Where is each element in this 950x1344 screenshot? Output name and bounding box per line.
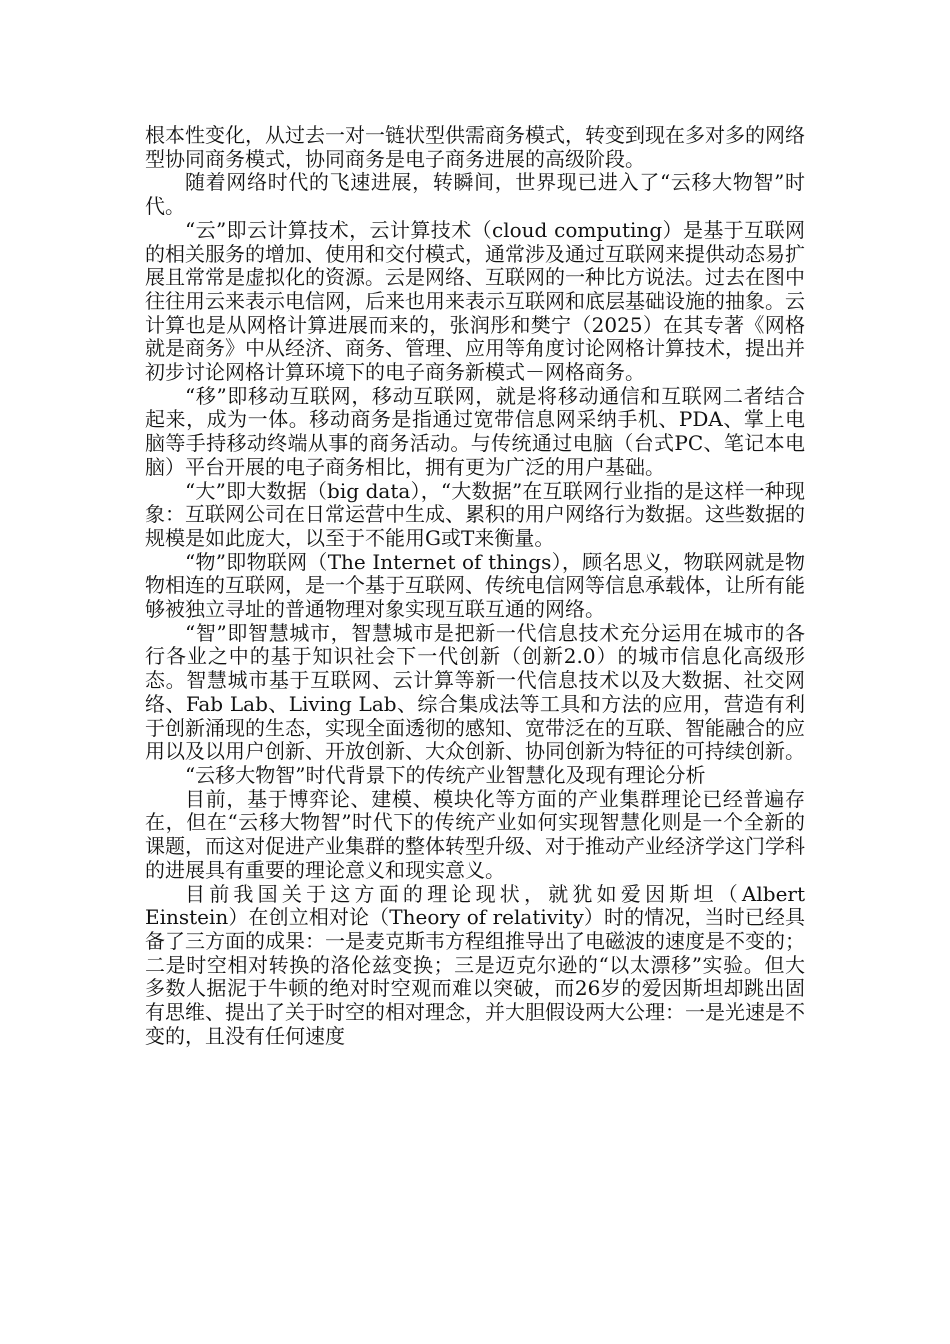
paragraph-big-data: “大”即大数据（big data），“大数据”在互联网行业指的是这样一种现象：互联网公司在日常运营中生成、累积的用户网络行为数据。这些数据的规模是如此庞大，以至于不能用G或T来衡量。 <box>145 478 805 550</box>
paragraph-smart-city: “智”即智慧城市，智慧城市是把新一代信息技术充分运用在城市的各行各业之中的基于知识社会下一代创新（创新2.0）的城市信息化高级形态。智慧城市基于互联网、云计算等新一代信息技术以及大数据、社交网络、Fab Lab、Living Lab、综合集成法等工具和方法的应用，营造有利于创新涌现的生态，实现全面透彻的感知、宽带泛在的互联、智能融合的应用以及以用户创新、开放创新、大众创新、协同创新为特征的可持续创新。 <box>145 620 805 764</box>
paragraph-cloud: “云”即云计算技术，云计算技术（cloud computing）是基于互联网的相关服务的增加、使用和交付模式，通常涉及通过互联网来提供动态易扩展且常常是虚拟化的资源。云是网络、互联网的一种比方说法。过去在图中往往用云来表示电信网，后来也用来表示互联网和底层基础设施的抽象。云计算也是从网格计算进展而来的，张润彤和樊宁（2025）在其专著《网格就是商务》中从经济、商务、管理、应用等角度讨论网格计算技术，提出并初步讨论网格计算环境下的电子商务新模式－网格商务。 <box>145 217 805 385</box>
paragraph-era-intro: 随着网络时代的飞速进展，转瞬间，世界现已进入了“云移大物智”时代。 <box>145 170 805 219</box>
document-body <box>145 124 805 1048</box>
section-heading: “云移大物智”时代背景下的传统产业智慧化及现有理论分析 <box>185 762 706 787</box>
paragraph-continuation: 根本性变化，从过去一对一链状型供需商务模式，转变到现在多对多的网络型协同商务模式，协同商务是电子商务进展的高级阶段。 <box>145 123 805 171</box>
paragraph-theory-status: 目前，基于博弈论、建模、模块化等方面的产业集群理论已经普遍存在，但在“云移大物智”时代下的传统产业如何实现智慧化则是一个全新的课题，而这对促进产业集群的整体转型升级、对于推动产业经济学这门学科的进展具有重要的理论意义和现实意义。 <box>145 786 805 882</box>
paragraph-mobile: “移”即移动互联网，移动互联网，就是将移动通信和互联网二者结合起来，成为一体。移动商务是指通过宽带信息网采纳手机、PDA、掌上电脑等手持移动终端从事的商务活动。与传统通过电脑（台式PC、笔记本电脑）平台开展的电子商务相比，拥有更为广泛的用户基础。 <box>145 383 805 479</box>
paragraph-einstein: 目前我国关于这方面的理论现状，就犹如爱因斯坦（Albert Einstein）在创立相对论（Theory of relativity）时的情况，当时已经具备了三方面的成果：一是麦克斯韦方程组推导出了电磁波的速度是不变的；二是时空相对转换的洛伦兹变换；三是迈克尔逊的“以太漂移”实验。但大多数人据泥于牛顿的绝对时空观而难以突破，而26岁的爱因斯坦却跳出固有思维、提出了关于时空的相对理念，并大胆假设两大公理：一是光速是不变的，且没有任何速度 <box>145 881 805 1048</box>
paragraph-iot: “物”即物联网（The Internet of things），顾名思义，物联网就是物物相连的互联网，是一个基于互联网、传统电信网等信息承载体，让所有能够被独立寻址的普通物理对象实现互联互通的网络。 <box>145 549 805 622</box>
